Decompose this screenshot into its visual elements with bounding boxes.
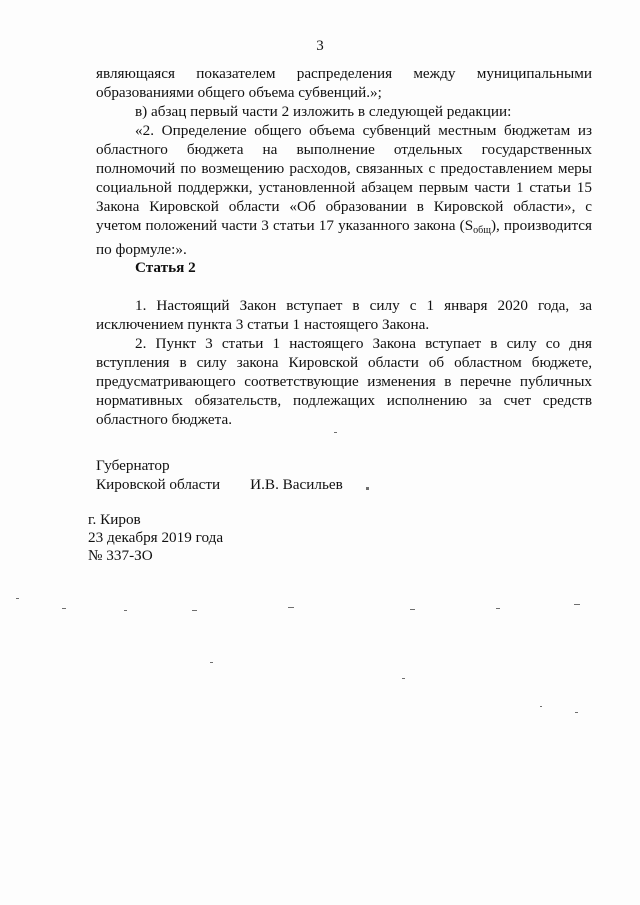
quote-text-end: ), производится по формуле:».	[96, 217, 593, 258]
signatory-title-line-2-row	[96, 475, 343, 494]
scan-speck	[192, 610, 197, 611]
quoted-amendment-paragraph	[96, 121, 592, 259]
article-heading: Статья 2	[135, 259, 196, 276]
quote-text-start: «2. Определение общего объема субвенций местным бюджетам из областного бюджета на выполнение отдельных государственных полномочий по возмещению расходов, связанных с предоставлением меры социальной поддержки, установленной абзацем первым части 1 статьи 15 Закона Кировской области «Об образовании в Кировской области», с учетом положений части 3 статьи 17 указанного закона (S	[96, 122, 592, 234]
subscript-total: общ	[473, 225, 491, 236]
article-2-section	[96, 258, 592, 429]
scan-speck	[16, 598, 19, 599]
scan-speck	[402, 678, 405, 679]
scan-speck	[210, 662, 213, 663]
article-paragraph-2: 2. Пункт 3 статьи 1 настоящего Закона вступает в силу со дня вступления в силу закона Кировской области об областном бюджете, предусматривающего соответствующие изменения в перечне публичных нормативных обязательств, подлежащих исполнению за счет средств областного бюджета.	[96, 335, 592, 428]
page-number: 3	[316, 38, 324, 54]
item-v-paragraph: в) абзац первый части 2 изложить в следующей редакции:	[135, 103, 512, 120]
scan-speck	[288, 607, 294, 608]
date-line: 23 декабря 2019 года	[88, 529, 224, 546]
scan-speck	[410, 609, 415, 610]
document-meta	[88, 511, 223, 565]
scan-speck	[540, 706, 542, 707]
law-number-line: № 337-ЗО	[88, 547, 153, 564]
signatory-name: И.В. Васильев	[250, 476, 343, 493]
city-line: г. Киров	[88, 511, 141, 528]
scan-speck	[124, 610, 127, 611]
scan-speck	[366, 487, 369, 490]
scan-speck	[62, 608, 66, 609]
signatory-title-line-1: Губернатор	[96, 457, 170, 474]
scan-speck	[334, 432, 337, 433]
signature-block	[96, 456, 343, 494]
continuation-paragraph: являющаяся показателем распределения между муниципальными образованиями общего объема субвенций.»;	[96, 65, 592, 101]
scan-speck	[574, 604, 580, 605]
article-paragraph-1: 1. Настоящий Закон вступает в силу с 1 января 2020 года, за исключением пункта 3 статьи 1 настоящего Закона.	[96, 297, 592, 333]
scan-speck	[496, 608, 500, 609]
signatory-title-line-2: Кировской области	[96, 476, 221, 493]
scan-speck	[575, 712, 578, 713]
top-section	[96, 64, 592, 259]
